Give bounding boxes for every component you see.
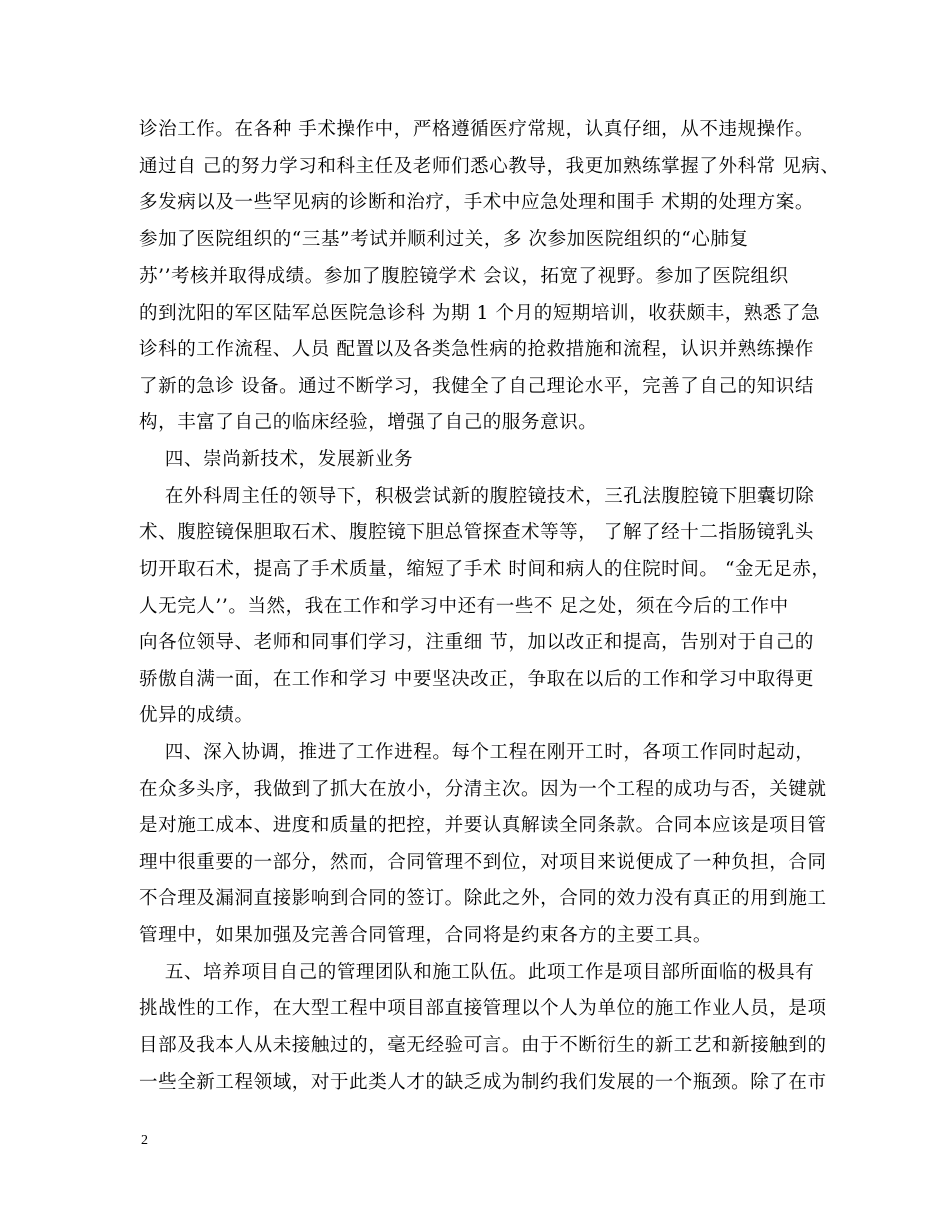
text-line: 向各位领导、老师和同事们学习，注重细 节，加以改正和提高，告别对于自己的: [139, 632, 814, 653]
text-line: 苏’’考核并取得成绩。参加了腹腔镜学术 会议，拓宽了视野。参加了医院组织: [139, 266, 789, 287]
text-line: 了新的急诊 设备。通过不断学习，我健全了自己理论水平，完善了自己的知识结: [139, 376, 814, 397]
text-line: 的到沈阳的军区陆军总医院急诊科 为期 1 个月的短期培训，收获颇丰，熟悉了急: [139, 303, 821, 324]
text-line: 构，丰富了自己的临床经验，增强了自己的服务意识。: [139, 412, 598, 433]
text-line: 理中很重要的一部分，然而，合同管理不到位，对项目来说便成了一种负担，合同: [139, 852, 827, 873]
text-line: 在外科周主任的领导下，积极尝试新的腹腔镜技术，三孔法腹腔镜下胆囊切除: [139, 486, 815, 507]
text-line: 骄傲自满一面，在工作和学习 中要坚决改正，争取在以后的工作和学习中取得更: [139, 669, 814, 690]
text-line: 术、腹腔镜保胆取石术、腹腔镜下胆总管探查术等等， 了解了经十二指肠镜乳头: [139, 522, 814, 543]
text-line: 参加了医院组织的“三基”考试并顺利过关，多 次参加医院组织的“心肺复: [139, 229, 749, 250]
text-line: 不合理及漏洞直接影响到合同的签订。除此之外，合同的效力没有真正的用到施工: [139, 888, 827, 909]
text-line: 一些全新工程领域，对于此类人才的缺乏成为制约我们发展的一个瓶颈。除了在市: [139, 1072, 827, 1093]
text-line: 目部及我本人从未接触过的，毫无经验可言。由于不断衍生的新工艺和新接触到的: [139, 1035, 827, 1056]
text-line: 诊科的工作流程、人员 配置以及各类急性病的抢救措施和流程，认识并熟练操作: [139, 339, 814, 360]
text-line: 五、培养项目自己的管理团队和施工队伍。此项工作是项目部所面临的极具有: [139, 962, 815, 983]
text-line: 通过自 己的努力学习和科主任及老师们悉心教导，我更加熟练掌握了外科常 见病、: [139, 156, 840, 177]
text-line: 四、深入协调，推进了工作进程。每个工程在刚开工时，各项工作同时起动，: [139, 742, 815, 763]
text-line: 切开取石术，提高了手术质量，缩短了手术 时间和病人的住院时间。 “金无足赤，: [139, 559, 831, 580]
text-line: 在众多头序，我做到了抓大在放小，分清主次。因为一个工程的成功与否，关键就: [139, 779, 827, 800]
text-line: 优异的成绩。: [139, 705, 254, 726]
text-line: 管理中，如果加强及完善合同管理，合同将是约束各方的主要工具。: [139, 925, 713, 946]
text-line: 人无完人’’。当然，我在工作和学习中还有一些不 足之处，须在今后的工作中: [139, 596, 789, 617]
text-line: 诊治工作。在各种 手术操作中，严格遵循医疗常规，认真仔细，从不违规操作。: [139, 119, 814, 140]
page-number: 2: [141, 1133, 148, 1148]
section-heading: 四、崇尚新技术，发展新业务: [139, 449, 414, 470]
text-line: 是对施工成本、进度和质量的把控，并要认真解读全同条款。合同本应该是项目管: [139, 815, 827, 836]
text-line: 多发病以及一些罕见病的诊断和治疗，手术中应急处理和围手 术期的处理方案。: [139, 192, 814, 213]
text-line: 挑战性的工作，在大型工程中项目部直接管理以个人为单位的施工作业人员，是项: [139, 998, 827, 1019]
